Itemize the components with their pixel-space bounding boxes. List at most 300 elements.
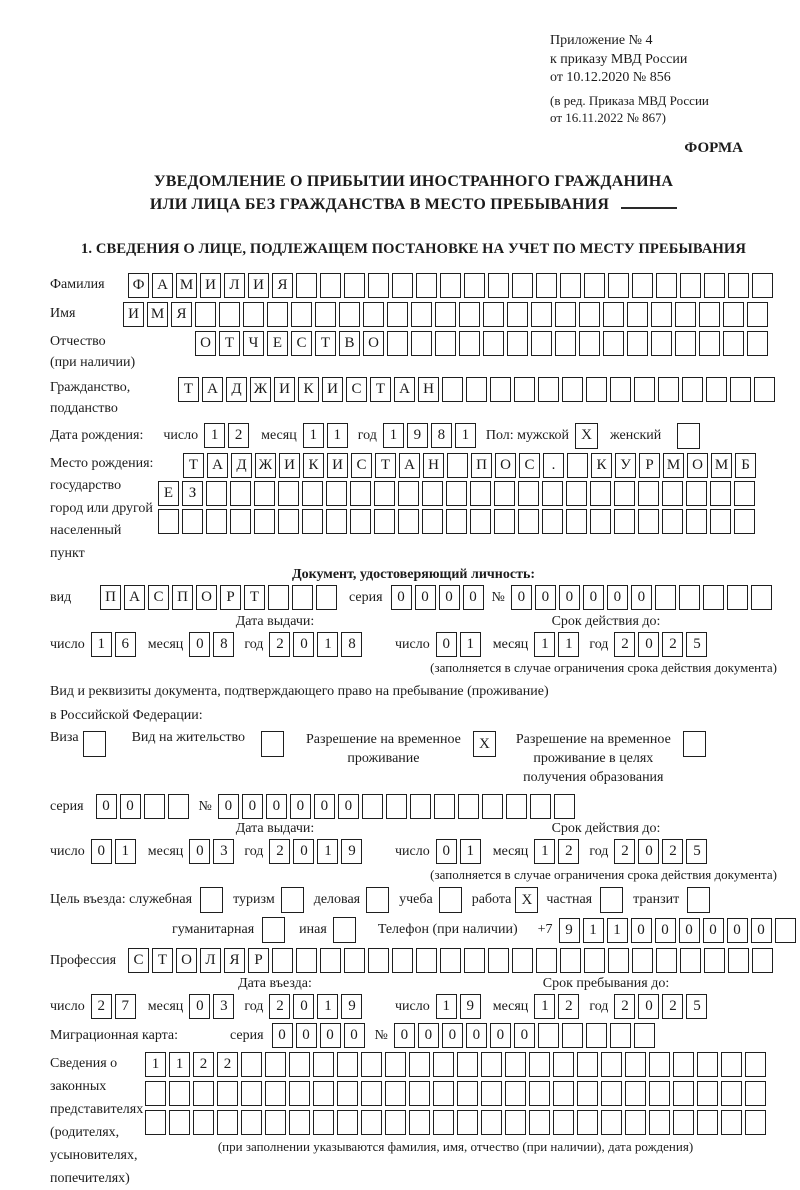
purpose-tourism-checkbox (281, 887, 304, 913)
char-cell: П (471, 453, 492, 478)
char-cell: И (274, 377, 295, 402)
char-cell (241, 1052, 262, 1077)
migration-series-cells (272, 1023, 365, 1048)
char-cell: 1 (317, 839, 338, 864)
char-cell: С (519, 453, 540, 478)
char-cell (368, 273, 389, 298)
char-cell (542, 509, 563, 534)
char-cell: 0 (266, 794, 287, 819)
char-cell (361, 1110, 382, 1135)
stay-until-month-cells (534, 994, 579, 1019)
migration-series-label: серия (230, 1027, 264, 1043)
char-cell (697, 1052, 718, 1077)
char-cell: Е (158, 481, 179, 506)
char-cell: 0 (436, 839, 457, 864)
char-cell (316, 585, 337, 610)
char-cell (262, 917, 285, 943)
stay-number-cells (218, 794, 575, 819)
char-cell (344, 948, 365, 973)
identity-doc-date-captions (50, 614, 777, 630)
char-cell: Т (152, 948, 173, 973)
char-cell (560, 948, 581, 973)
stay-until-date-group: число 1 9 месяц 1 2 год 2 0 2 5 (395, 994, 740, 1019)
doc-number-label: № (491, 589, 505, 605)
char-cell: 1 (455, 423, 476, 448)
char-cell (416, 273, 437, 298)
char-cell (662, 509, 683, 534)
char-cell: 0 (415, 585, 436, 610)
form-title (50, 170, 777, 216)
char-cell (446, 509, 467, 534)
forma-label: ФОРМА (684, 139, 743, 156)
char-cell: 0 (514, 1023, 535, 1048)
char-cell: А (202, 377, 223, 402)
char-cell (775, 918, 796, 943)
sex-male-checkbox (575, 423, 598, 449)
rvp-checkbox (473, 731, 496, 757)
char-cell (315, 302, 336, 327)
char-cell (144, 794, 165, 819)
char-cell (386, 794, 407, 819)
char-cell (440, 273, 461, 298)
char-cell (710, 509, 731, 534)
profession-cells (128, 948, 773, 973)
char-cell (289, 1110, 310, 1135)
doc-kind-label: вид (50, 589, 72, 605)
char-cell (745, 1052, 766, 1077)
char-cell: 2 (193, 1052, 214, 1077)
char-cell (649, 1081, 670, 1106)
char-cell: 0 (511, 585, 532, 610)
char-cell (168, 794, 189, 819)
appendix-line: от 10.12.2020 № 856 (550, 70, 671, 85)
profession-row (50, 948, 777, 973)
char-cell (392, 948, 413, 973)
doc-issue-date-group: число 1 6 месяц 0 8 год 2 0 1 8 (50, 632, 395, 657)
char-cell (326, 509, 347, 534)
birth-place-rows (158, 453, 756, 537)
char-cell (411, 331, 432, 356)
char-cell (601, 1081, 622, 1106)
char-cell (625, 1052, 646, 1077)
char-cell: 0 (391, 585, 412, 610)
char-cell (398, 509, 419, 534)
char-cell (728, 948, 749, 973)
migration-card-label: Миграционная карта: (50, 1027, 179, 1043)
char-cell (614, 509, 635, 534)
char-cell: 1 (145, 1052, 166, 1077)
birth-place-cells-row2 (158, 481, 755, 506)
char-cell (625, 1110, 646, 1135)
char-cell: 0 (242, 794, 263, 819)
char-cell (374, 481, 395, 506)
char-cell: 1 (317, 632, 338, 657)
char-cell (483, 302, 504, 327)
char-cell: 0 (463, 585, 484, 610)
purpose-tourism-label: туризм (233, 892, 275, 907)
char-cell: 0 (490, 1023, 511, 1048)
char-cell: И (279, 453, 300, 478)
purpose-business-checkbox (366, 887, 389, 913)
char-cell: 0 (466, 1023, 487, 1048)
char-cell: Р (220, 585, 241, 610)
char-cell: Ж (250, 377, 271, 402)
char-cell: 2 (662, 839, 683, 864)
char-cell (193, 1110, 214, 1135)
doc-issue-day-cells (91, 632, 136, 657)
stay-series-label: серия (50, 798, 84, 814)
surname-cells (128, 273, 773, 298)
char-cell: И (123, 302, 144, 327)
char-cell: С (351, 453, 372, 478)
char-cell: Ф (128, 273, 149, 298)
char-cell (601, 1052, 622, 1077)
entry-month-cells (189, 994, 234, 1019)
appendix-header (550, 32, 735, 126)
doc-number-cells (511, 585, 772, 610)
char-cell (614, 481, 635, 506)
char-cell (261, 731, 284, 757)
purpose-study-checkbox (439, 887, 462, 913)
guardians-rows (145, 1052, 766, 1155)
char-cell (710, 481, 731, 506)
char-cell (721, 1081, 742, 1106)
char-cell (634, 1023, 655, 1048)
stay-doc-intro: Вид и реквизиты документа, подтверждающего право на пребывание (проживание) в Российской Федерации: (50, 684, 549, 723)
char-cell (296, 948, 317, 973)
char-cell: 0 (91, 839, 112, 864)
char-cell: У (615, 453, 636, 478)
char-cell (529, 1081, 550, 1106)
char-cell (518, 509, 539, 534)
char-cell (680, 273, 701, 298)
char-cell (562, 377, 583, 402)
char-cell: 0 (293, 994, 314, 1019)
doc-valid-month-cells (534, 632, 579, 657)
visa-label: Виза (50, 730, 79, 745)
char-cell: И (200, 273, 221, 298)
appendix-line: Приложение № 4 (550, 33, 653, 48)
char-cell: 2 (614, 994, 635, 1019)
char-cell (230, 481, 251, 506)
char-cell: 3 (213, 994, 234, 1019)
char-cell: 0 (218, 794, 239, 819)
char-cell: 9 (341, 994, 362, 1019)
char-cell: С (128, 948, 149, 973)
char-cell (272, 948, 293, 973)
char-cell: Е (267, 331, 288, 356)
form-title-line2: ИЛИ ЛИЦА БЕЗ ГРАЖДАНСТВА В МЕСТО ПРЕБЫВАНИЯ (50, 193, 777, 216)
char-cell (514, 377, 535, 402)
entry-date-group: число 2 7 месяц 0 3 год 2 0 1 9 (50, 994, 395, 1019)
char-cell: Р (639, 453, 660, 478)
char-cell (721, 1052, 742, 1077)
char-cell (361, 1052, 382, 1077)
char-cell: 0 (638, 994, 659, 1019)
doc-issue-caption: Дата выдачи: (235, 614, 315, 629)
char-cell (727, 585, 748, 610)
char-cell: А (394, 377, 415, 402)
char-cell (699, 302, 720, 327)
char-cell: 0 (638, 839, 659, 864)
char-cell (555, 302, 576, 327)
char-cell (145, 1110, 166, 1135)
profession-label: Профессия (50, 952, 117, 968)
guardians-cells-row2 (145, 1081, 766, 1106)
birth-date-row (50, 423, 777, 449)
char-cell (481, 1081, 502, 1106)
appendix-line: к приказу МВД России (550, 51, 688, 67)
birth-day-cells (204, 423, 249, 448)
stay-valid-date-group: число 0 1 месяц 1 2 год 2 0 2 5 (395, 839, 740, 864)
char-cell (339, 302, 360, 327)
char-cell (505, 1110, 526, 1135)
stay-doc-date-captions (50, 821, 777, 837)
phone-label: Телефон (при наличии) (377, 922, 518, 937)
char-cell (459, 302, 480, 327)
title-blank-line (621, 195, 677, 209)
char-cell: 1 (169, 1052, 190, 1077)
char-cell (579, 302, 600, 327)
phone-prefix: +7 (537, 922, 553, 937)
char-cell (704, 273, 725, 298)
char-cell (302, 509, 323, 534)
char-cell: О (176, 948, 197, 973)
char-cell: Т (244, 585, 265, 610)
char-cell: 0 (189, 994, 210, 1019)
char-cell: М (711, 453, 732, 478)
stay-doc-type-row (50, 730, 777, 787)
char-cell (512, 273, 533, 298)
char-cell (410, 794, 431, 819)
char-cell (217, 1110, 238, 1135)
char-cell (267, 302, 288, 327)
purpose-other-label: иная (299, 922, 327, 937)
char-cell: Т (315, 331, 336, 356)
char-cell (553, 1081, 574, 1106)
char-cell (562, 1023, 583, 1048)
char-cell: 2 (662, 632, 683, 657)
doc-valid-caption: Срок действия до: (551, 614, 661, 629)
char-cell (603, 302, 624, 327)
char-cell: Р (248, 948, 269, 973)
birth-date-label: Дата рождения: (50, 427, 144, 443)
char-cell: 9 (407, 423, 428, 448)
birth-year-cells (383, 423, 476, 448)
stay-doc-note: (заполняется в случае ограничения срока действия документа) (430, 867, 777, 882)
char-cell (193, 1081, 214, 1106)
citizenship-label: Гражданство, подданство (50, 379, 131, 416)
char-cell (362, 794, 383, 819)
char-cell: . (543, 453, 564, 478)
char-cell (337, 1081, 358, 1106)
char-cell: 0 (631, 918, 652, 943)
char-cell (326, 481, 347, 506)
char-cell: X (473, 731, 496, 757)
char-cell (529, 1110, 550, 1135)
char-cell (553, 1052, 574, 1077)
char-cell (625, 1081, 646, 1106)
char-cell (488, 948, 509, 973)
char-cell (673, 1081, 694, 1106)
char-cell (366, 887, 389, 913)
stay-until-caption: Срок пребывания до: (542, 976, 670, 991)
char-cell: 0 (583, 585, 604, 610)
stay-doc-series-row (50, 794, 777, 819)
char-cell (313, 1110, 334, 1135)
doc-valid-year-cells (614, 632, 707, 657)
birth-month-cells (303, 423, 348, 448)
char-cell (291, 302, 312, 327)
purpose-humanitarian-checkbox (262, 917, 285, 943)
char-cell (679, 585, 700, 610)
char-cell (281, 887, 304, 913)
char-cell: 0 (439, 585, 460, 610)
char-cell (697, 1081, 718, 1106)
birth-year-label: год (357, 427, 377, 443)
char-cell: М (147, 302, 168, 327)
char-cell: 2 (91, 994, 112, 1019)
char-cell (601, 1110, 622, 1135)
char-cell: 1 (436, 994, 457, 1019)
doc-kind-cells (100, 585, 337, 610)
char-cell: 0 (344, 1023, 365, 1048)
char-cell: Д (226, 377, 247, 402)
sex-male-label: Пол: мужской (485, 427, 570, 443)
char-cell (409, 1110, 430, 1135)
char-cell (481, 1110, 502, 1135)
char-cell: С (346, 377, 367, 402)
name-cells (123, 302, 768, 327)
entry-day-cells (91, 994, 136, 1019)
char-cell (217, 1081, 238, 1106)
char-cell (457, 1052, 478, 1077)
char-cell (656, 948, 677, 973)
char-cell: А (399, 453, 420, 478)
char-cell (387, 302, 408, 327)
char-cell (278, 509, 299, 534)
char-cell: Я (224, 948, 245, 973)
char-cell (634, 377, 655, 402)
purpose-private-checkbox (600, 887, 623, 913)
char-cell (530, 794, 551, 819)
char-cell (566, 509, 587, 534)
char-cell: 8 (431, 423, 452, 448)
char-cell (651, 331, 672, 356)
char-cell (553, 1110, 574, 1135)
char-cell (751, 585, 772, 610)
char-cell: X (515, 887, 538, 913)
char-cell (518, 481, 539, 506)
char-cell (243, 302, 264, 327)
doc-valid-date-group: число 0 1 месяц 1 1 год 2 0 2 5 (395, 632, 740, 657)
char-cell (683, 731, 706, 757)
char-cell (555, 331, 576, 356)
stay-valid-day-cells (436, 839, 481, 864)
char-cell: К (298, 377, 319, 402)
char-cell (313, 1081, 334, 1106)
citizenship-row (50, 377, 777, 419)
char-cell: П (100, 585, 121, 610)
char-cell: Л (224, 273, 245, 298)
char-cell: 0 (727, 918, 748, 943)
stay-doc-dates-row (50, 839, 777, 864)
char-cell (241, 1081, 262, 1106)
rvp-label: Разрешение на временное проживание (305, 732, 461, 766)
char-cell: 0 (607, 585, 628, 610)
char-cell: О (195, 331, 216, 356)
char-cell (745, 1081, 766, 1106)
char-cell: 0 (751, 918, 772, 943)
char-cell: 2 (614, 839, 635, 864)
char-cell (610, 1023, 631, 1048)
revision-line: от 16.11.2022 № 867) (550, 109, 667, 125)
char-cell: 5 (686, 994, 707, 1019)
char-cell (734, 481, 755, 506)
char-cell (577, 1110, 598, 1135)
char-cell (435, 331, 456, 356)
char-cell: М (176, 273, 197, 298)
char-cell (446, 481, 467, 506)
char-cell (627, 302, 648, 327)
char-cell (411, 302, 432, 327)
char-cell: 2 (662, 994, 683, 1019)
char-cell (697, 1110, 718, 1135)
char-cell (350, 481, 371, 506)
char-cell (662, 481, 683, 506)
char-cell: 5 (686, 839, 707, 864)
char-cell (608, 948, 629, 973)
char-cell (730, 377, 751, 402)
char-cell (584, 273, 605, 298)
char-cell (470, 509, 491, 534)
identity-doc-heading: Документ, удостоверяющий личность: (291, 567, 536, 582)
char-cell: 0 (320, 1023, 341, 1048)
char-cell: О (687, 453, 708, 478)
char-cell: Ж (255, 453, 276, 478)
char-cell: Д (231, 453, 252, 478)
char-cell (505, 1052, 526, 1077)
char-cell: Н (423, 453, 444, 478)
migration-card-row (50, 1023, 777, 1048)
char-cell (590, 481, 611, 506)
char-cell (610, 377, 631, 402)
char-cell (677, 423, 700, 449)
identity-doc-note: (заполняется в случае ограничения срока действия документа) (430, 660, 777, 675)
char-cell: 1 (460, 632, 481, 657)
char-cell: С (148, 585, 169, 610)
char-cell: Л (200, 948, 221, 973)
char-cell (200, 887, 223, 913)
stay-issue-month-cells (189, 839, 234, 864)
char-cell: 1 (91, 632, 112, 657)
residence-permit-checkbox (261, 731, 284, 757)
char-cell (422, 509, 443, 534)
char-cell (632, 273, 653, 298)
stay-until-year-cells (614, 994, 707, 1019)
char-cell (398, 481, 419, 506)
char-cell (442, 377, 463, 402)
char-cell (337, 1052, 358, 1077)
char-cell: 5 (686, 632, 707, 657)
char-cell (254, 481, 275, 506)
char-cell (481, 1052, 502, 1077)
guardians-note: (при заполнении указываются фамилия, имя, отчество (при наличии), дата рождения) (217, 1139, 694, 1154)
doc-issue-month-cells (189, 632, 234, 657)
char-cell (529, 1052, 550, 1077)
char-cell (505, 1081, 526, 1106)
birth-place-cells-row1 (183, 453, 756, 478)
